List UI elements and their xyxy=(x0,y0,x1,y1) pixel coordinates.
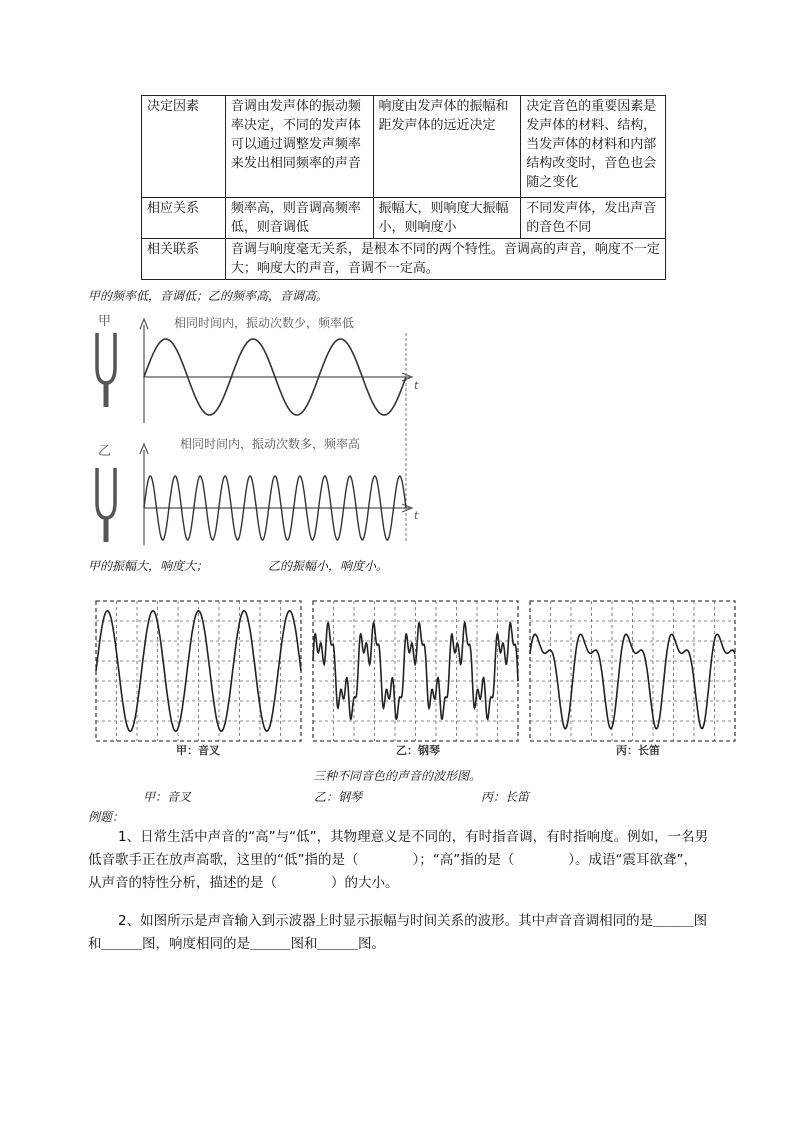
sound-properties-table xyxy=(141,95,666,280)
panel-label-piano: 乙：钢琴 xyxy=(396,744,440,757)
fork-a-text: 相同时间内，振动次数少，频率低 xyxy=(174,316,355,330)
time-axis-label: t xyxy=(414,509,419,522)
tuning-fork-icon xyxy=(97,333,115,407)
question-2: 2、如图所示是声音输入到示波器上时显示振幅与时间关系的波形。其中声音音调相同的是＿＿＿图和＿＿＿图，响度相同的是＿＿＿图和＿＿＿图。 xyxy=(88,913,708,952)
panel-label-fork: 甲：音叉 xyxy=(176,744,220,757)
question-1: 1、日常生活中声音的“高”与“低”，其物理意义是不同的，有时指音调，有时指响度。例如，一名男低音歌手正在放声高歌，这里的“低”指的是（ ）；“高”指的是（ ）。成语“震耳欲聋”，从声音的特性分析，描述的是（ ）的大小。 xyxy=(88,829,709,891)
fork-a-label: 甲 xyxy=(98,314,112,329)
amplitude-caption-a: 甲的振幅大，响度大； xyxy=(88,559,209,573)
legend-piano: 乙：钢琴 xyxy=(314,790,363,804)
relation-cell: 音调与响度毫无关系，是根本不同的两个特性。音调高的声音，响度不一定大；响度大的声音，音调不一定高。 xyxy=(225,239,665,280)
legend-flute: 丙：长笛 xyxy=(481,790,530,804)
timbre-waveforms-figure xyxy=(88,597,748,759)
table-row xyxy=(142,198,666,239)
row-label: 相应关系 xyxy=(142,198,226,239)
row-label: 相关联系 xyxy=(142,239,226,280)
fork-b-text: 相同时间内，振动次数多，频率高 xyxy=(180,437,361,451)
loudness-cell: 响度由发声体的振幅和距发声体的远近决定 xyxy=(373,96,521,198)
tuning-fork-icon xyxy=(97,468,115,542)
amplitude-caption-b: 乙的振幅小，响度小。 xyxy=(268,559,389,573)
table-row xyxy=(142,239,666,280)
waveforms-caption: 三种不同音色的声音的波形图。 xyxy=(312,769,481,783)
oscilloscope-panel-flute xyxy=(530,601,735,741)
loudness-cell: 振幅大，则响度大振幅小，则响度小 xyxy=(373,198,521,239)
legend-fork: 甲：音叉 xyxy=(143,790,192,804)
pitch-cell: 音调由发声体的振动频率决定，不同的发声体可以通过调整发声频率来发出相同频率的声音 xyxy=(225,96,373,198)
row-label: 决定因素 xyxy=(142,96,226,198)
fork-b-label: 乙 xyxy=(98,444,112,459)
tuning-fork-figure xyxy=(88,305,433,555)
timbre-cell: 不同发声体，发出声音的音色不同 xyxy=(521,198,666,239)
pitch-cell: 频率高，则音调高频率低，则音调低 xyxy=(225,198,373,239)
oscilloscope-panel-piano xyxy=(313,601,518,741)
panel-label-flute: 丙：长笛 xyxy=(616,744,660,757)
time-axis-label: t xyxy=(414,379,419,392)
frequency-caption: 甲的频率低，音调低；乙的频率高，音调高。 xyxy=(88,289,329,303)
timbre-cell: 决定音色的重要因素是发声体的材料、结构，当发声体的材料和内部结构改变时，音色也会随之变化 xyxy=(521,96,666,198)
oscilloscope-panel-fork xyxy=(96,601,301,741)
example-heading: 例题： xyxy=(88,810,125,824)
table-row xyxy=(142,96,666,198)
